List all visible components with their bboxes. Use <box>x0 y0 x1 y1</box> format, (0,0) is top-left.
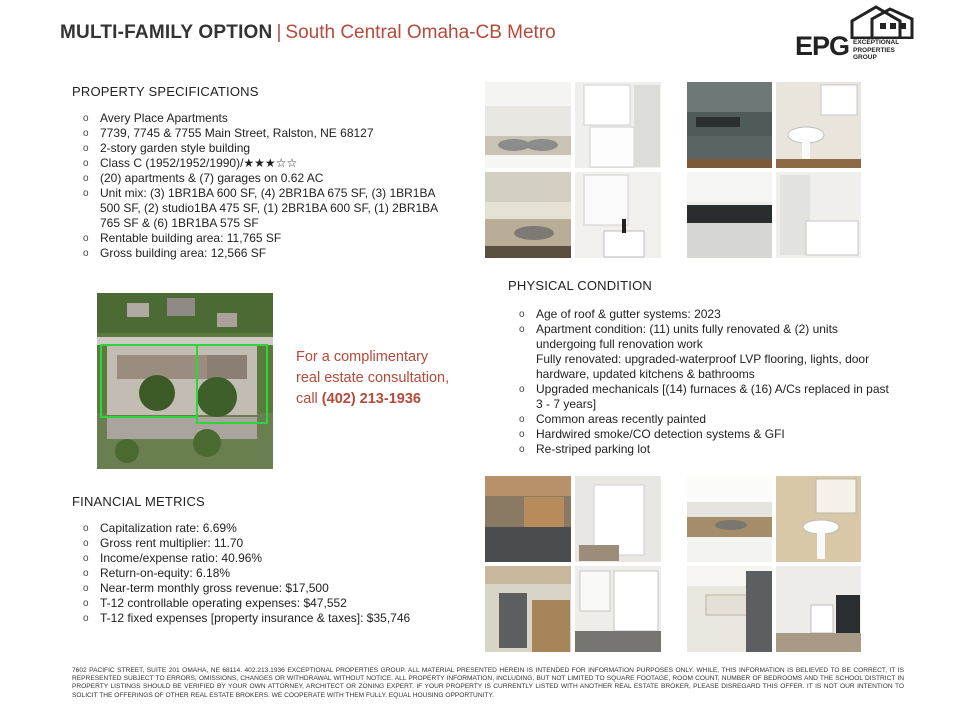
cta-phone-link[interactable]: (402) 213-1936 <box>321 391 421 407</box>
list-item-continuation: 3 - 7 years] <box>536 397 597 411</box>
logo-tagline: EXCEPTIONAL PROPERTIES GROUP <box>853 39 900 61</box>
logo-text: EPG <box>795 31 850 61</box>
list-item-continuation: 765 SF & (6) 1BR1BA 575 SF <box>100 216 259 230</box>
physical-condition-title: PHYSICAL CONDITION <box>508 278 652 293</box>
house-logo-icon <box>850 5 920 39</box>
list-item-continuation: hardware, updated kitchens & bathrooms <box>536 367 755 381</box>
list-item: o Upgraded mechanicals [(14) furnaces & (16) A/Cs replaced in past <box>508 382 896 397</box>
list-item: o Avery Place Apartments <box>72 111 462 126</box>
list-item: o Gross building area: 12,566 SF <box>72 246 462 261</box>
list-item: o T-12 fixed expenses [property insurance & taxes]: $35,746 <box>72 611 462 626</box>
cta-line-1: For a complimentary <box>296 349 429 365</box>
list-item: o T-12 controllable operating expenses: $47,552 <box>72 596 462 611</box>
list-item: o Rentable building area: 11,765 SF <box>72 231 462 246</box>
cta-line-2: real estate consultation, <box>296 370 450 386</box>
list-item: o Income/expense ratio: 40.96% <box>72 551 462 566</box>
financial-metrics-title: FINANCIAL METRICS <box>72 494 205 509</box>
list-item: o 7739, 7745 & 7755 Main Street, Ralston, NE 68127 <box>72 126 462 141</box>
list-item: o 2-story garden style building <box>72 141 462 156</box>
financial-metrics-list <box>72 521 462 626</box>
list-item: o Common areas recently painted <box>508 412 896 427</box>
property-specs-list <box>72 111 462 261</box>
physical-condition-list <box>508 307 896 457</box>
title-separator: | <box>276 22 282 43</box>
page-subtitle: South Central Omaha-CB Metro <box>285 22 556 43</box>
interior-photo-collage-2 <box>686 81 862 259</box>
cta-call-prefix: call <box>296 391 318 407</box>
consultation-cta <box>296 347 449 410</box>
list-item: o Gross rent multiplier: 11.70 <box>72 536 462 551</box>
list-item-continuation: undergoing full renovation work <box>536 337 703 351</box>
list-item-continuation: Fully renovated: upgraded-waterproof LVP flooring, lights, door <box>536 352 870 366</box>
list-item: o Unit mix: (3) 1BR1BA 600 SF, (4) 2BR1BA 675 SF, (3) 1BR1BA <box>72 186 462 201</box>
list-item-continuation: 500 SF, (2) studio1BA 475 SF, (1) 2BR1BA 600 SF, (1) 2BR1BA <box>100 201 439 215</box>
list-item: o Return-on-equity: 6.18% <box>72 566 462 581</box>
page-header <box>60 22 556 44</box>
list-item: o (20) apartments & (7) garages on 0.62 AC <box>72 171 462 186</box>
list-item: o Capitalization rate: 6.69% <box>72 521 462 536</box>
list-item: o Re-striped parking lot <box>508 442 896 457</box>
interior-photo-collage-1 <box>484 81 662 259</box>
property-specs-title: PROPERTY SPECIFICATIONS <box>72 84 259 99</box>
epg-logo <box>795 5 925 61</box>
interior-photo-collage-4 <box>686 475 862 653</box>
list-item: o Hardwired smoke/CO detection systems & GFI <box>508 427 896 442</box>
interior-photo-collage-3 <box>484 475 662 653</box>
list-item: o Near-term monthly gross revenue: $17,500 <box>72 581 462 596</box>
aerial-property-photo <box>97 293 273 469</box>
list-item: o Class C (1952/1952/1990)/★★★☆☆ <box>72 156 462 171</box>
page-title: MULTI-FAMILY OPTION <box>60 22 273 43</box>
list-item: o Age of roof & gutter systems: 2023 <box>508 307 896 322</box>
list-item: o Apartment condition: (11) units fully renovated & (2) units <box>508 322 896 337</box>
legal-disclaimer: 7602 PACIFIC STREET, SUITE 201 OMAHA, NE 68114. 402.213.1936 EXCEPTIONAL PROPERTIES GROUP. ALL MATERIAL PRESENTED HEREIN IS INTENDED FOR INFORMATION PURPOSES ONLY. WHILE, THIS INFORMATION IS BELIEVED TO BE CORRECT, IT IS REPRESENTED SUBJECT TO ERRORS, OMISSIONS, CHANGES OR WITHDRAWAL WITHOUT NOTICE. ALL PROPERTY INFORMATION, INCLUDING, BUT NOT LIMITED TO SQUARE FOOTAGE, ROOM COUNT, NUMBER OF BEDROOMS AND THE SCHOOL DISTRICT IN PROPERTY LISTINGS SHOULD BE VERIFIED BY YOUR OWN ATTORNEY, ARCHITECT OR ZONING EXPERT. IF YOUR PROPERTY IS CURRENTLY LISTED WITH ANOTHER REAL ESTATE BROKER, PLEASE DISREGARD THIS OFFER. IT IS NOT OUR INTENTION TO SOLICIT THE OFFERINGS OF OTHER REAL ESTATE BROKERS. WE COOPERATE WITH THEM FULLY. EQUAL HOUSING OPPORTUNITY. <box>72 667 904 699</box>
